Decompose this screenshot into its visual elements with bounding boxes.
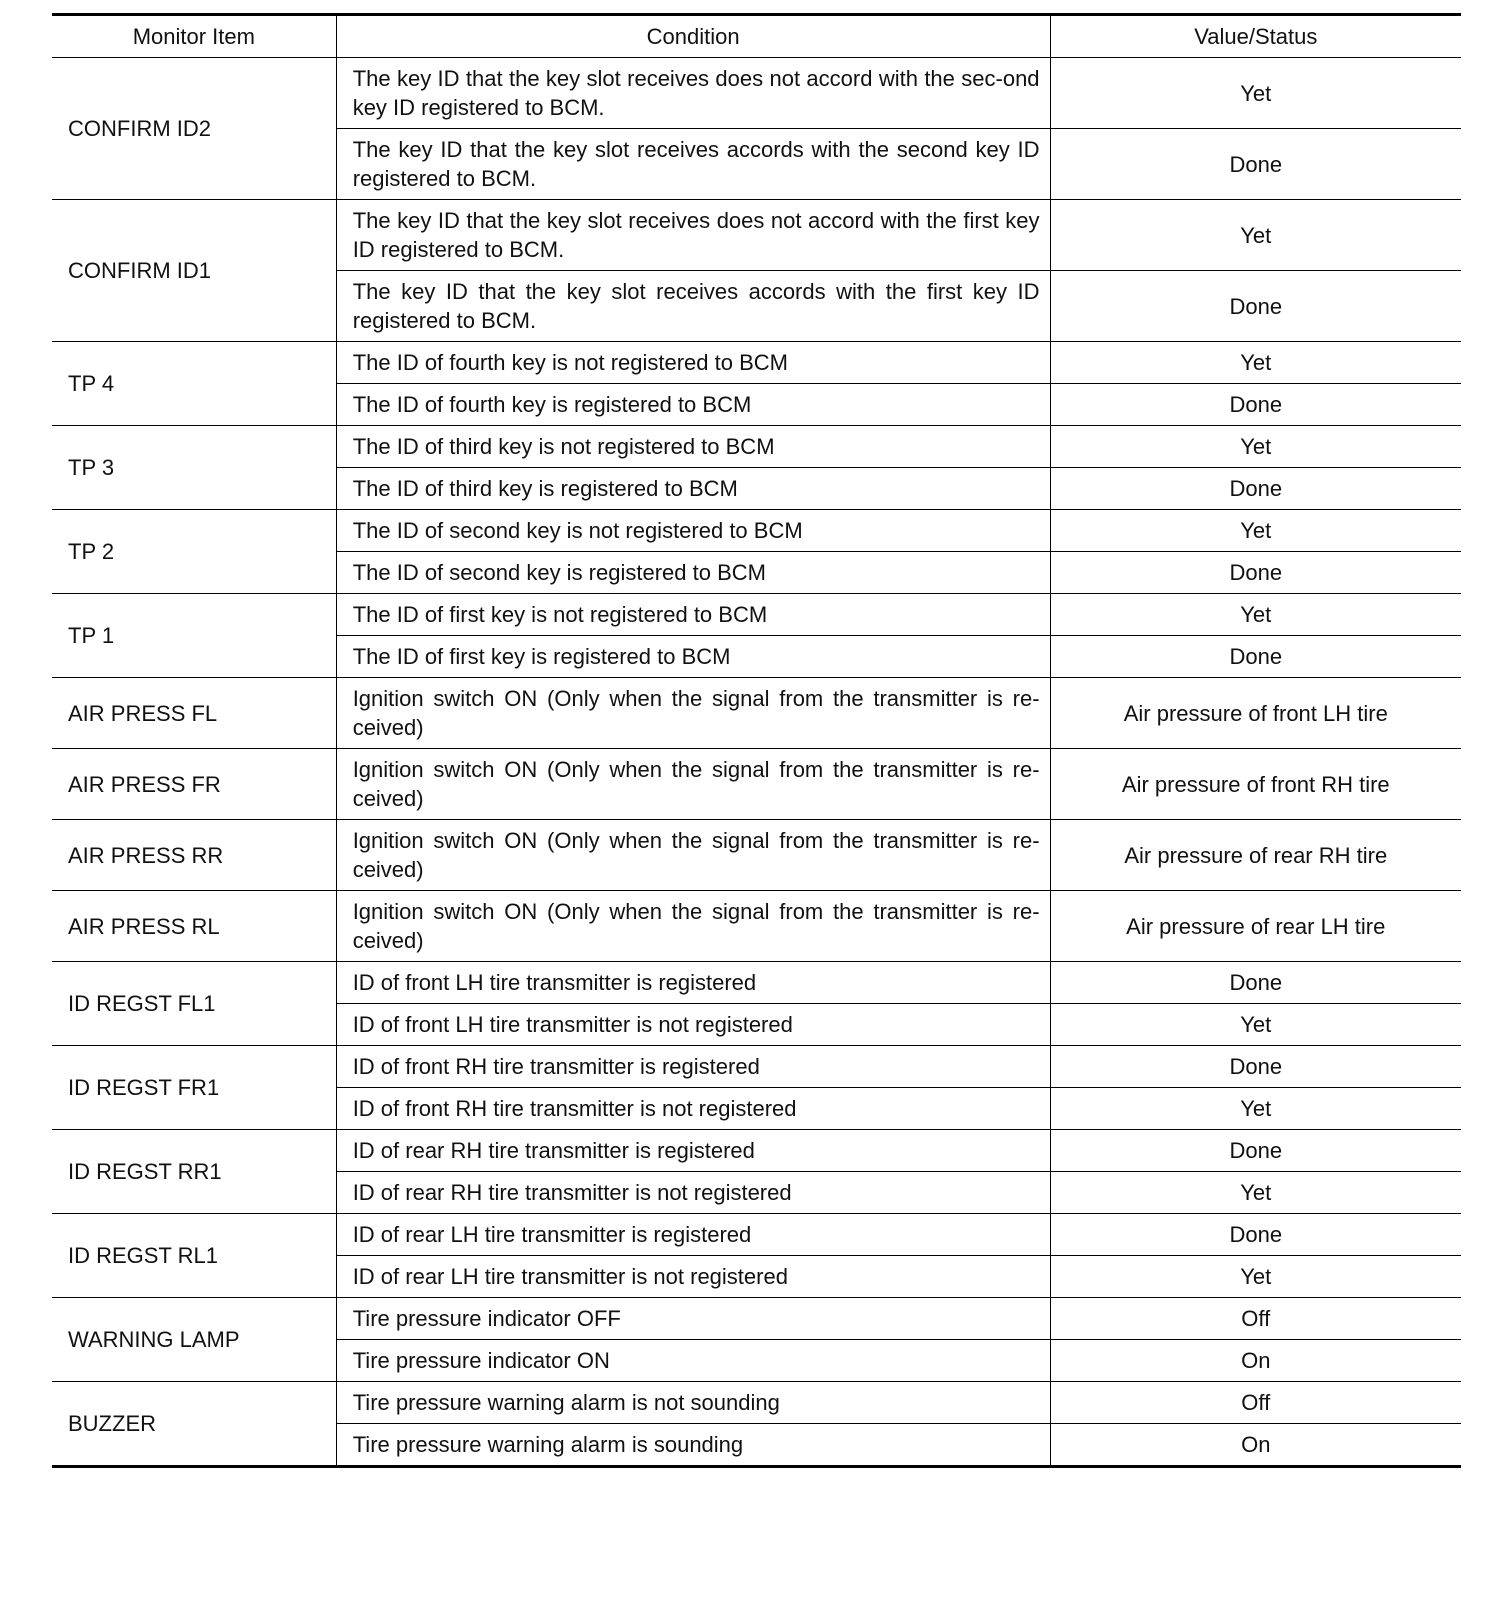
monitor-item-cell: ID REGST RR1	[52, 1130, 336, 1214]
value-status-cell: Done	[1050, 1130, 1461, 1172]
value-status-cell: Off	[1050, 1382, 1461, 1424]
monitor-item-cell: BUZZER	[52, 1382, 336, 1467]
table-row	[52, 58, 1461, 129]
condition-cell: The ID of first key is not registered to BCM	[336, 594, 1050, 636]
condition-cell: ID of front LH tire transmitter is not registered	[336, 1004, 1050, 1046]
condition-cell: ID of rear LH tire transmitter is registered	[336, 1214, 1050, 1256]
condition-cell: Ignition switch ON (Only when the signal from the transmitter is re-ceived)	[336, 678, 1050, 749]
value-status-cell: Done	[1050, 962, 1461, 1004]
table-row	[52, 594, 1461, 636]
value-status-cell: Air pressure of front LH tire	[1050, 678, 1461, 749]
monitor-item-cell: TP 2	[52, 510, 336, 594]
table-header	[52, 15, 1461, 58]
table-row	[52, 1046, 1461, 1088]
monitor-table	[52, 13, 1461, 1468]
condition-cell: Tire pressure indicator OFF	[336, 1298, 1050, 1340]
monitor-item-cell: WARNING LAMP	[52, 1298, 336, 1382]
table-row	[52, 1130, 1461, 1172]
table-body	[52, 58, 1461, 1467]
monitor-item-cell: AIR PRESS FR	[52, 749, 336, 820]
value-status-cell: Yet	[1050, 1256, 1461, 1298]
condition-cell: The ID of third key is not registered to BCM	[336, 426, 1050, 468]
condition-cell: The ID of first key is registered to BCM	[336, 636, 1050, 678]
condition-cell: ID of rear RH tire transmitter is registered	[336, 1130, 1050, 1172]
value-status-cell: Off	[1050, 1298, 1461, 1340]
table-row	[52, 749, 1461, 820]
value-status-cell: Yet	[1050, 1088, 1461, 1130]
value-status-cell: Done	[1050, 468, 1461, 510]
table-row	[52, 1214, 1461, 1256]
table-row	[52, 678, 1461, 749]
value-status-cell: Air pressure of front RH tire	[1050, 749, 1461, 820]
value-status-cell: Yet	[1050, 1172, 1461, 1214]
value-status-cell: Yet	[1050, 510, 1461, 552]
condition-cell: Tire pressure warning alarm is not sounding	[336, 1382, 1050, 1424]
condition-cell: Ignition switch ON (Only when the signal from the transmitter is re-ceived)	[336, 820, 1050, 891]
value-status-cell: Done	[1050, 552, 1461, 594]
monitor-item-cell: CONFIRM ID2	[52, 58, 336, 200]
condition-cell: The ID of fourth key is registered to BCM	[336, 384, 1050, 426]
table-row	[52, 891, 1461, 962]
condition-cell: ID of front LH tire transmitter is registered	[336, 962, 1050, 1004]
table-row	[52, 820, 1461, 891]
header-row	[52, 15, 1461, 58]
condition-cell: The key ID that the key slot receives accords with the second key ID registered to BCM.	[336, 129, 1050, 200]
monitor-item-cell: ID REGST RL1	[52, 1214, 336, 1298]
condition-cell: The key ID that the key slot receives does not accord with the first key ID registered to BCM.	[336, 200, 1050, 271]
monitor-item-cell: TP 4	[52, 342, 336, 426]
value-status-cell: Done	[1050, 384, 1461, 426]
condition-cell: The ID of fourth key is not registered to BCM	[336, 342, 1050, 384]
value-status-cell: On	[1050, 1340, 1461, 1382]
value-status-cell: Done	[1050, 636, 1461, 678]
monitor-item-cell: AIR PRESS RL	[52, 891, 336, 962]
value-status-cell: Yet	[1050, 200, 1461, 271]
value-status-cell: Yet	[1050, 1004, 1461, 1046]
header-value-status: Value/Status	[1050, 15, 1461, 58]
monitor-item-cell: ID REGST FL1	[52, 962, 336, 1046]
value-status-cell: Done	[1050, 129, 1461, 200]
monitor-item-cell: TP 3	[52, 426, 336, 510]
value-status-cell: Yet	[1050, 58, 1461, 129]
value-status-cell: Done	[1050, 271, 1461, 342]
table-row	[52, 1382, 1461, 1424]
table-row	[52, 200, 1461, 271]
table-row	[52, 1298, 1461, 1340]
condition-cell: ID of front RH tire transmitter is not registered	[336, 1088, 1050, 1130]
condition-cell: Ignition switch ON (Only when the signal from the transmitter is re-ceived)	[336, 891, 1050, 962]
header-condition: Condition	[336, 15, 1050, 58]
condition-cell: The key ID that the key slot receives accords with the first key ID registered to BCM.	[336, 271, 1050, 342]
condition-cell: The ID of second key is not registered to BCM	[336, 510, 1050, 552]
condition-cell: Tire pressure indicator ON	[336, 1340, 1050, 1382]
value-status-cell: Air pressure of rear LH tire	[1050, 891, 1461, 962]
condition-cell: ID of rear RH tire transmitter is not registered	[336, 1172, 1050, 1214]
monitor-item-cell: ID REGST FR1	[52, 1046, 336, 1130]
monitor-item-cell: AIR PRESS FL	[52, 678, 336, 749]
monitor-item-cell: CONFIRM ID1	[52, 200, 336, 342]
value-status-cell: Air pressure of rear RH tire	[1050, 820, 1461, 891]
value-status-cell: Yet	[1050, 594, 1461, 636]
condition-cell: ID of rear LH tire transmitter is not registered	[336, 1256, 1050, 1298]
condition-cell: Tire pressure warning alarm is sounding	[336, 1424, 1050, 1467]
value-status-cell: Yet	[1050, 342, 1461, 384]
value-status-cell: Done	[1050, 1046, 1461, 1088]
value-status-cell: On	[1050, 1424, 1461, 1467]
table-row	[52, 426, 1461, 468]
monitor-item-cell: AIR PRESS RR	[52, 820, 336, 891]
value-status-cell: Yet	[1050, 426, 1461, 468]
condition-cell: ID of front RH tire transmitter is registered	[336, 1046, 1050, 1088]
condition-cell: The ID of second key is registered to BCM	[336, 552, 1050, 594]
table-row	[52, 510, 1461, 552]
monitor-item-cell: TP 1	[52, 594, 336, 678]
condition-cell: The key ID that the key slot receives does not accord with the sec-ond key ID registered to BCM.	[336, 58, 1050, 129]
condition-cell: Ignition switch ON (Only when the signal from the transmitter is re-ceived)	[336, 749, 1050, 820]
condition-cell: The ID of third key is registered to BCM	[336, 468, 1050, 510]
table-row	[52, 962, 1461, 1004]
value-status-cell: Done	[1050, 1214, 1461, 1256]
table-row	[52, 342, 1461, 384]
header-monitor-item: Monitor Item	[52, 15, 336, 58]
